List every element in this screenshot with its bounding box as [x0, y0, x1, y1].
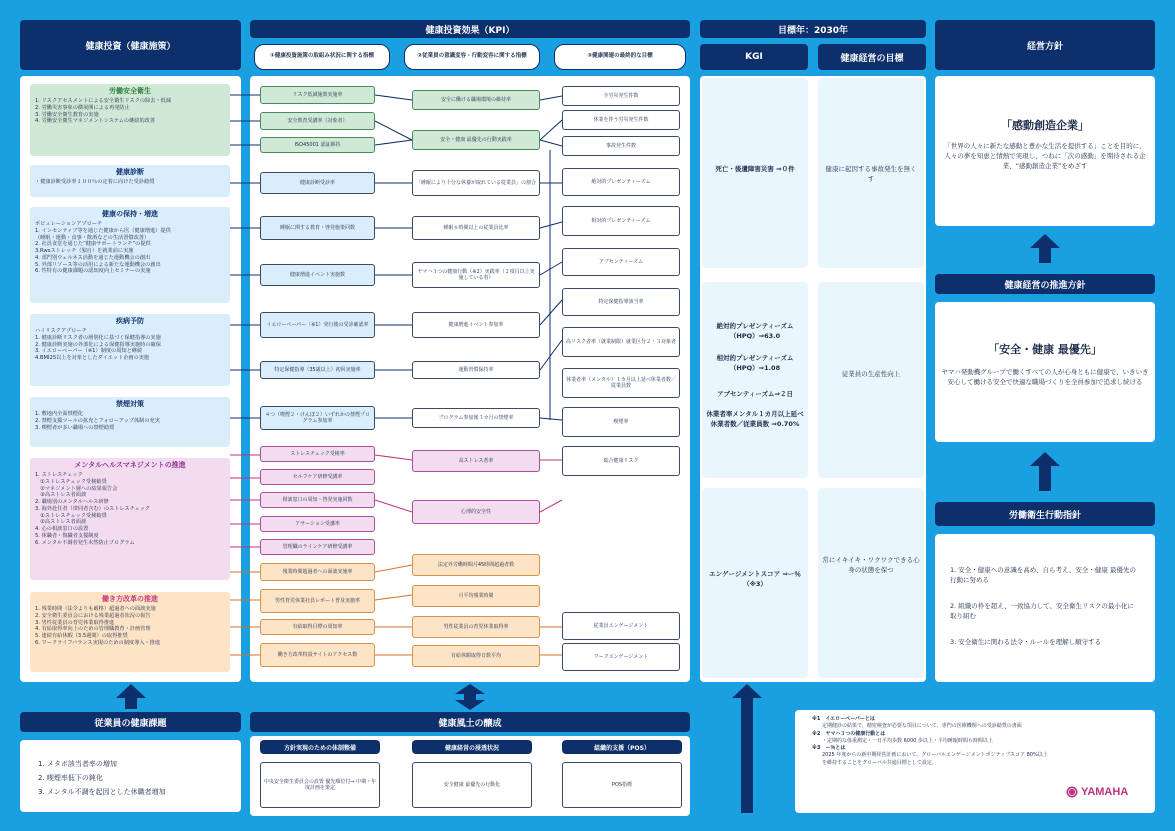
- measure-dp-item: 4.BMI25以上を対象としたダイエット企画の実施: [35, 355, 150, 362]
- measure-checkup: [30, 165, 230, 197]
- measure-checkup-title: 健康診断: [116, 168, 144, 176]
- health-measures-header: 健康投資（健康施策）: [20, 20, 241, 70]
- measure-mh-item: ①ストレスチェック受検勧奨: [35, 512, 107, 519]
- arrow-up-kgi-stem: [741, 697, 753, 813]
- kpi2-item: 男性従業員の育児休業取得率: [412, 616, 540, 638]
- measure-mh-item: 3. 海外赴任者（帯同者含む）のストレスチェック: [35, 505, 151, 512]
- kgi-3: エンゲージメントスコア ⇒ー％（※3）: [709, 570, 801, 588]
- measure-ohs-item: 2. 労働災害事象の横展開による再発防止: [35, 104, 130, 111]
- kpi2-item: 健康増進イベント参加率: [412, 312, 540, 338]
- kpi2-item: 安全・健康 最優先の行動実践率: [412, 130, 540, 150]
- measure-hp-item: 4. 部門別ウェルネス活動を通じた運動機会の創出: [35, 254, 151, 261]
- measure-mh-item: 6. メンタル不調者発生未然防止プログラム: [35, 539, 135, 546]
- kpi2-item: ヤマハ３つの健康行動（※2）実践率（２項目以上実施している者）: [412, 262, 540, 288]
- kpi3-item: ワークエンゲージメント: [562, 643, 680, 671]
- arrow-up-promotion-stem: [1039, 465, 1051, 491]
- kgi-2d: 休業者率メンタル１カ月以上延べ休業者数／従業員数 ⇒0.70%: [706, 410, 804, 428]
- measure-smoking-item: 1. 敷地内全面禁煙化: [35, 411, 84, 418]
- measure-hp-item: 6. 性特有の健康課題の認知度向上セミナーの実施: [35, 268, 151, 275]
- employee-issue-3: 3. メンタル不調を起因とした休職者増加: [38, 788, 166, 796]
- measure-ws-item: 2. 安全衛生委員会における残業超過者状況の報告: [35, 612, 151, 619]
- employee-issue-1: 1. メタボ該当者率の増加: [38, 760, 117, 768]
- measure-hp-item: 1. インセンティブ等を通じた健康から医（健康増進）提供: [35, 227, 171, 234]
- kpi-subheader-3: ③健康関連の最終的な目標: [554, 44, 686, 70]
- health-goal-header: 健康経営の目標: [818, 44, 926, 70]
- measure-dp-item: 3. イエローペーパー（※1）制度の周知と継続: [35, 348, 143, 355]
- measure-disease-prevention: [30, 314, 230, 386]
- measure-hp-title: 健康の保持・増進: [102, 210, 158, 218]
- measure-mh-item: ②高ストレス者面談: [35, 519, 87, 526]
- yamaha-brand: YAMAHA: [1081, 786, 1129, 798]
- kpi3-item: 相対的プレゼンティーズム: [562, 206, 680, 236]
- promotion-slogan: 「安全・健康 最優先」: [988, 343, 1102, 356]
- kpi3-item: 総合健康リスク: [562, 446, 680, 476]
- measure-mh-item: ②マネジメント層への結果報告会: [35, 485, 118, 492]
- measure-mh-title: メンタルヘルスマネジメントの推進: [74, 461, 186, 469]
- kpi1-item: 特定保健指導（35歳以上）初回実施率: [260, 361, 375, 379]
- measure-smoking: [30, 397, 230, 447]
- measure-health-promotion: [30, 207, 230, 303]
- promotion-text: ヤマハ発動機グループで働くすべての人が心身ともに健康で、いきいき安心して働ける安全で快適な職場づくりを全員参加で追求し続ける: [941, 368, 1149, 386]
- measure-ohs-item: 4. 労働安全衛生マネジメントシステムの継続的改善: [35, 118, 156, 125]
- kpi-header: 健康投資効果（KPI）: [250, 20, 690, 38]
- kpi2-item: プログラム参加後３カ月の禁煙率: [412, 408, 540, 428]
- kgi-2a: 絶対的プレゼンティーズム（HPQ）⇒63.0: [716, 322, 794, 340]
- tuning-fork-icon: [1066, 786, 1078, 798]
- employee-issue-2: 2. 喫煙率低下の鈍化: [38, 774, 103, 782]
- measure-hp-item: 2. 社員食堂を通じた“健康サポートランチ”の提供: [35, 241, 151, 248]
- measure-mh-item: ①ストレスチェック受検勧奨: [35, 478, 107, 485]
- goal-2: 従業員の生産性向上: [841, 370, 901, 378]
- measure-ohs-title: 労働安全衛生: [109, 87, 151, 95]
- note-2-text: ・定期的な体重測定・一日平均歩数 6000 歩以上・平均睡眠時間６時間以上: [822, 737, 993, 744]
- measure-mental-health: [30, 458, 230, 580]
- policy-text: 「世界の人々に新たな感動と豊かな生活を提供する」ことを目的に、人々の夢を知恵と情熱で実現し、つねに「次の感動」を期待される企業、“感動創造企業”をめざす: [944, 142, 1146, 170]
- measure-dp-title: 疾病予防: [116, 317, 144, 325]
- ohs-item-2: 2. 組織の枠を超え、一致協力して、安全衛生リスクの最小化に取り組む: [950, 602, 1134, 620]
- kpi1-item: 働き方改革特設サイトのアクセス数: [260, 643, 375, 667]
- measure-hp-item: 3.Rwsストレッチ（独自）を就業前に実施: [35, 248, 134, 255]
- arrow-updown-culture: [455, 684, 485, 694]
- kpi2-item: 心理的安全性: [412, 500, 540, 524]
- kpi1-item: 男性育児休業社員レポート普及実施率: [260, 589, 375, 613]
- note-3-text: 2025 年度からの新中期経営計画において、グローバルエンゲージメントポジティブスコア 80%以上を維持することをグローバル共通目標として設定。: [822, 752, 1048, 766]
- kpi3-item: 特定保健指導該当率: [562, 288, 680, 316]
- goal-box-3: [818, 488, 924, 678]
- employee-issues-header: 従業員の健康課題: [20, 712, 241, 732]
- kpi3-item: 休業者率（メンタル）１カ月以上延べ休業者数／従業員数: [562, 368, 680, 398]
- kpi3-item: 事故発生件数: [562, 136, 680, 156]
- kpi1-item: ISO45001 認証維持: [260, 137, 375, 153]
- measure-ws-item: 3. 男性従業員の育児休業取得推進: [35, 619, 115, 626]
- kpi3-item: 絶対的プレゼンティーズム: [562, 168, 680, 196]
- measure-mh-item: 2. 職場別のメンタルヘルス研修: [35, 499, 109, 506]
- kpi1-item: 残業時間超過者への面談実施率: [260, 563, 375, 581]
- measure-ohs-item: 3. 労働安全衛生教育の実施: [35, 111, 99, 118]
- kpi3-item: 全労災発生件数: [562, 86, 680, 106]
- note-1-text: 定期健診の結果で、精密検査が必要な項目について、専門の医療機関への受診勧奨の書面: [822, 723, 1022, 730]
- kpi1-item: 健康診断受診率: [260, 172, 375, 194]
- kpi1-item: 睡眠に関する教育・啓発施策回数: [260, 216, 375, 240]
- goal-box-2: [818, 282, 924, 478]
- kpi3-item: 喫煙率: [562, 407, 680, 437]
- culture-header: 健康風土の醸成: [250, 712, 690, 732]
- kgi-2c: アブセンティーズム⇒２日: [716, 390, 794, 398]
- culture-col-1: 方針実現のための体制整備: [260, 740, 380, 754]
- measure-smoking-item: 3. 喫煙者が多い職場への禁煙勧奨: [35, 424, 115, 431]
- measure-ws-item: 5. 連続有給休暇（3.5週間）の取得推奨: [35, 633, 128, 640]
- promotion-policy-header: 健康経営の推進方針: [935, 274, 1155, 294]
- arrow-up-policy-stem: [1039, 247, 1051, 263]
- measure-ws-title: 働き方改革の推進: [102, 595, 158, 603]
- kgi-header: KGI: [700, 44, 808, 70]
- ohs-item-1: 1. 安全・健康への意識を高め、自ら考え、安全・健康 最優先の行動に努める: [950, 566, 1136, 584]
- arrow-up-issues-stem: [125, 697, 137, 709]
- kpi3-item: 休業を伴う労災発生件数: [562, 110, 680, 130]
- kgi-box-2: [702, 282, 808, 478]
- kpi2-item: 月平均残業時間: [412, 585, 540, 607]
- kpi1-item: イエローペーパー（※1）発行後の受診確認率: [260, 312, 375, 338]
- yamaha-logo: [1066, 786, 1128, 798]
- kgi-2b: 相対的プレゼンティーズム（HPQ）⇒1.08: [716, 354, 794, 372]
- measure-mh-item: 1. ストレスチェック: [35, 472, 83, 479]
- kpi2-item: 「睡眠により十分な休養が取れている従業員」の割合: [412, 170, 540, 196]
- target-year-header: 目標年：2030年: [700, 20, 926, 38]
- measure-mh-item: ③高ストレス者面談: [35, 492, 87, 499]
- measure-dp-item: ハイリスクアプローチ: [35, 328, 87, 335]
- note-3-title: ※3 ー％とは: [812, 745, 846, 751]
- kpi1-item: ４つ（喫煙２・けんぽ２）いずれかの禁煙プログラム参加率: [260, 406, 375, 430]
- measure-hp-item: 5. 外部リソース等の活用による新たな運動機会の創出: [35, 261, 161, 268]
- kpi2-item: 高ストレス者率: [412, 450, 540, 472]
- arrow-up-promotion: [1030, 452, 1060, 466]
- ohs-item-3: 3. 安全衛生に関わる法令・ルールを理解し順守する: [950, 638, 1102, 646]
- kpi2-item: 法定外労働時間月45時間超過者数: [412, 554, 540, 576]
- measure-work-style: [30, 592, 230, 672]
- measure-dp-item: 2. 健康診断実施の外部化による保健指導実施時の確保: [35, 341, 161, 348]
- kpi1-item: 健康増進イベント実施数: [260, 264, 375, 286]
- kpi1-item: リスク低減施策実施率: [260, 86, 375, 104]
- kpi3-item: 従業員エンゲージメント: [562, 612, 680, 640]
- policy-slogan: 「感動創造企業」: [1001, 119, 1089, 132]
- kpi3-item: アブセンティーズム: [562, 248, 680, 276]
- measure-ohs: [30, 84, 230, 156]
- arrow-up-kgi: [732, 684, 762, 698]
- note-1-title: ※1 イエローペーパーとは: [812, 716, 875, 722]
- measure-ws-item: 1. 残業時間（法令よりも厳格）超過者への面談実施: [35, 606, 156, 613]
- ohs-guideline-header: 労働衛生行動指針: [935, 502, 1155, 526]
- measure-dp-item: 1. 健康診断リスク者の層別化に基づく保健指導の実施: [35, 334, 161, 341]
- culture-col-3: 組織的支援（POS）: [562, 740, 682, 754]
- culture-col-2: 健康経営の浸透状況: [412, 740, 532, 754]
- goal-3: 常にイキイキ・ワクワクできる心身の状態を保つ: [822, 556, 920, 574]
- measure-hp-item: ポピュレーションアプローチ: [35, 221, 103, 228]
- kpi1-item: セルフケア研修受講率: [260, 469, 375, 485]
- kpi1-item: アサーション受講率: [260, 516, 375, 532]
- kpi2-item: 睡眠６時間以上の従業員比率: [412, 216, 540, 240]
- arrow-up-issues: [116, 684, 146, 698]
- kpi3-item: 高リスク者率（就業制限）就業区分２・３対象者: [562, 327, 680, 357]
- measure-ohs-item: 1. リスクアセスメントによる安全衛生リスクの除去・低減: [35, 98, 172, 105]
- kpi1-item: 有給取得目標の周知率: [260, 619, 375, 635]
- kpi2-item: 有給休暇取得日数平均: [412, 645, 540, 667]
- measure-ws-item: 6. ワークライフバランス実現のための制度導入・推進: [35, 639, 161, 646]
- kpi1-item: ストレスチェック受検率: [260, 446, 375, 462]
- kpi1-item: 安全教育受講率（対象者）: [260, 112, 375, 130]
- measure-smoking-title: 禁煙対策: [116, 400, 144, 408]
- arrow-updown-culture-down: [455, 700, 485, 710]
- measure-mh-item: 5. 休職者・復職者支援制度: [35, 532, 99, 539]
- kpi2-item: 運動習慣保持率: [412, 361, 540, 379]
- arrow-up-policy: [1030, 234, 1060, 248]
- culture-val-3: POS指標: [562, 762, 682, 808]
- kpi2-item: 安全に働ける職場環境の維持率: [412, 90, 540, 110]
- measure-hp-item: （睡眠・運動・食事・飲酒などの生活習慣改善）: [35, 234, 150, 241]
- kpi-subheader-1: ①健康投資施策の取組み状況に関する指標: [254, 44, 390, 70]
- kpi1-item: 相談窓口の周知・啓発実施回数: [260, 492, 375, 508]
- kpi1-item: 管理職のラインケア研修受講率: [260, 539, 375, 555]
- measure-mh-item: 4. 心の相談窓口の設置: [35, 526, 89, 533]
- culture-val-2: 安全健康 最優先の行動化: [412, 762, 532, 808]
- culture-val-1: 中央安全衛生委員会の設置 優先順位付⇒ 中期・年度計画を策定: [260, 762, 380, 808]
- policy-header: 経営方針: [935, 20, 1155, 70]
- measure-smoking-item: 2. 禁煙支援ツールの拡充とフォローアップ体制の充実: [35, 417, 160, 424]
- kpi-subheader-2: ②従業員の意識変容・行動変容に関する指標: [404, 44, 540, 70]
- measure-checkup-item: ・健康診断受診率１００％の定着に向けた受診勧奨: [35, 179, 155, 186]
- kgi-1: 死亡・後遺障害災害 ⇒０件: [715, 165, 795, 173]
- measure-ws-item: 4. 有給取得率向上のための管理職教育・計画管理: [35, 626, 151, 633]
- note-2-title: ※2 ヤマハ３つの健康行動とは: [812, 730, 886, 737]
- goal-1: 健康に起因する事故発生を無くす: [825, 165, 917, 183]
- notes: [812, 716, 1052, 767]
